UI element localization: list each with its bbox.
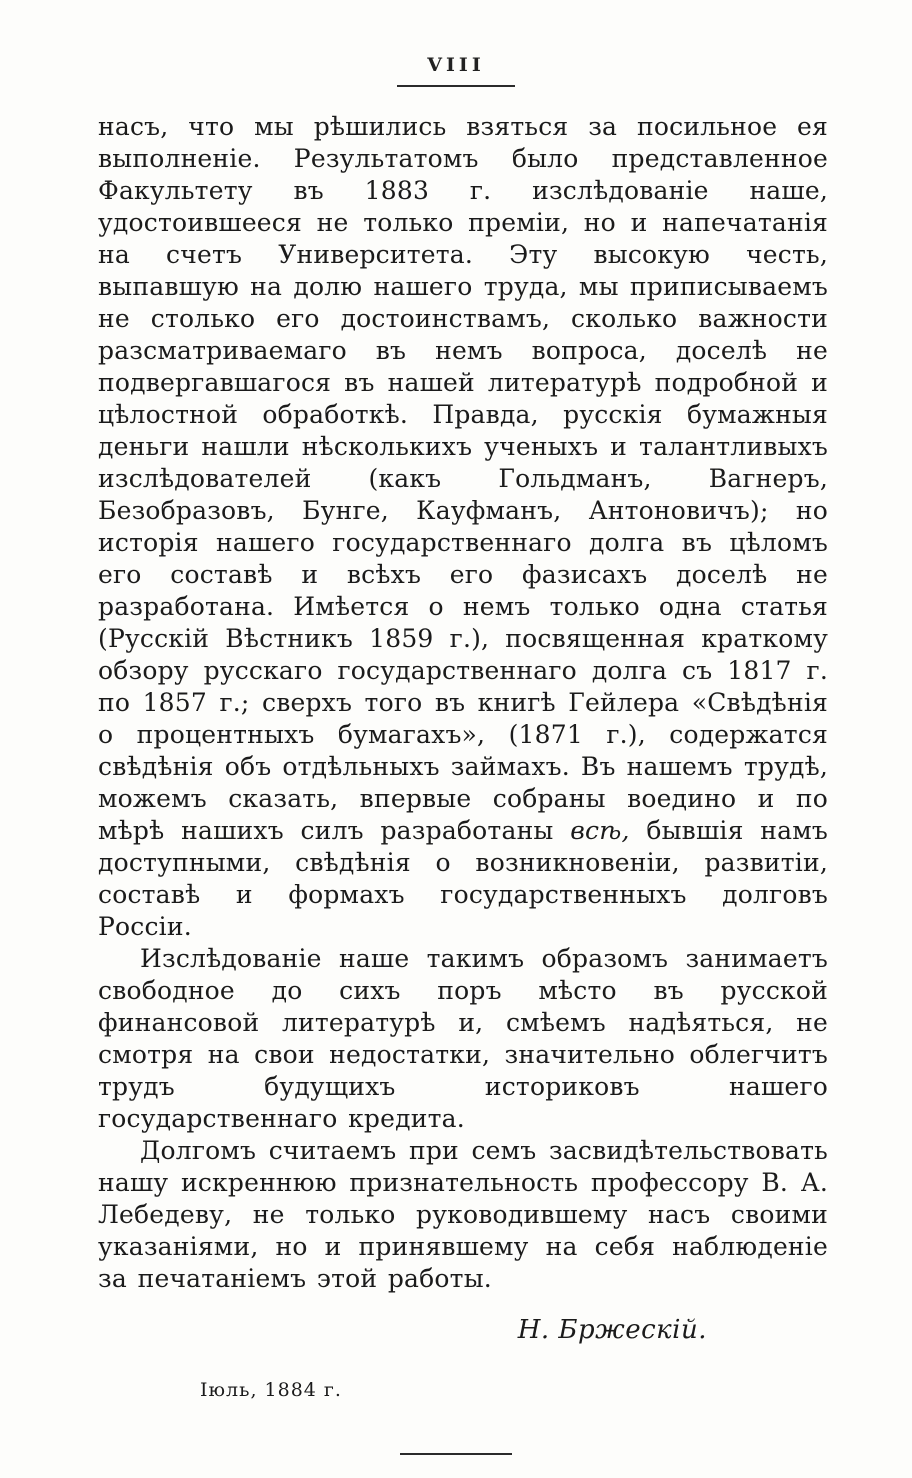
paragraph-1-emphasis: всѣ, bbox=[570, 816, 630, 845]
paragraph-1-text: насъ, что мы рѣшились взяться за посильное ея выполненіе. Результатомъ было представленное Факультету въ 1883 г. изслѣдованіе наше, удостоившееся не только преміи, но и напечатанія на счетъ Университета. Эту высокую честь, выпавшую на долю нашего труда, мы приписываемъ не столько его достоинствамъ, сколько важности разсматриваемаго въ немъ вопроса, доселѣ не подвергавшагося въ нашей литературѣ подробной и цѣлостной обработкѣ. Правда, русскія бумажныя деньги нашли нѣсколькихъ ученыхъ и талантливыхъ изслѣдователей (какъ Гольдманъ, Вагнеръ, Безобразовъ, Бунге, Кауфманъ, Антоновичъ); но исторія нашего государственнаго долга въ цѣломъ его составѣ и всѣхъ его фазисахъ доселѣ не разработана. Имѣется о немъ только одна статья (Русскій Вѣстникъ 1859 г.), посвященная краткому обзору русскаго государственнаго долга съ 1817 г. по 1857 г.; сверхъ того въ книгѣ Гейлера «Свѣдѣнія о процентныхъ бумагахъ», (1871 г.), содержатся свѣдѣнія объ отдѣльныхъ займахъ. Въ нашемъ трудѣ, можемъ сказать, впервые собраны воедино и по мѣрѣ нашихъ силъ разработаны bbox=[98, 112, 828, 845]
page-body bbox=[98, 111, 828, 1295]
page-header bbox=[0, 0, 912, 87]
page-number: VIII bbox=[427, 54, 485, 76]
header-rule bbox=[397, 85, 515, 87]
footer-rule bbox=[400, 1453, 512, 1455]
date-line: Іюль, 1884 г. bbox=[200, 1379, 342, 1401]
paragraph-1 bbox=[98, 111, 828, 943]
paragraph-2: Изслѣдованіе наше такимъ образомъ занимаетъ свободное до сихъ поръ мѣсто въ русской финансовой литературѣ и, смѣемъ надѣяться, не смотря на свои недостатки, значительно облегчитъ трудъ будущихъ историковъ нашего государственнаго кредита. bbox=[98, 944, 828, 1133]
author-signature: Н. Бржескій. bbox=[517, 1315, 707, 1345]
paragraph-3: Долгомъ считаемъ при семъ засвидѣтельствовать нашу искреннюю признательность профессору В. А. Лебедеву, не только руководившему насъ своими указаніями, но и принявшему на себя наблюденіе за печатаніемъ этой работы. bbox=[98, 1136, 828, 1293]
paragraph-1-text-end: бывшія намъ доступными, свѣдѣнія о возникновеніи, развитіи, составѣ и формахъ государственныхъ долговъ Россіи. bbox=[98, 816, 828, 941]
